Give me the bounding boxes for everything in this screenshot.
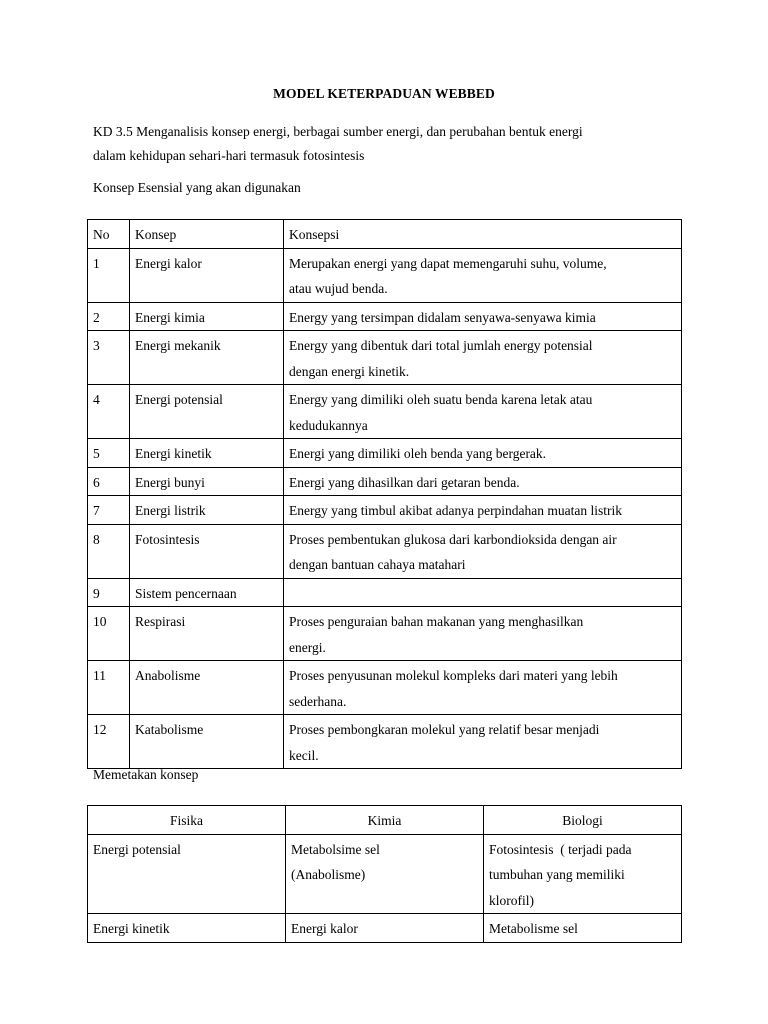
table-row — [88, 578, 682, 607]
konsepsi-line: Energi yang dimiliki oleh benda yang bergerak. — [289, 446, 547, 461]
table-row — [88, 439, 682, 468]
konsep-name-cell: Sistem pencernaan — [130, 578, 284, 607]
kimia-line: Metabolsime sel — [291, 841, 380, 857]
konsep-no-cell: 3 — [88, 331, 130, 385]
fisika-line: Energi potensial — [93, 841, 181, 857]
konsepsi-line: Proses penyusunan molekul kompleks dari materi yang lebih — [289, 668, 618, 683]
konsep-name-cell: Energi potensial — [130, 385, 284, 439]
konsep-name-cell: Energi kimia — [130, 302, 284, 331]
kd-statement — [93, 120, 693, 168]
konsepsi-line: Energy yang timbul akibat adanya perpindahan muatan listrik — [289, 503, 623, 518]
konsep-name-cell: Respirasi — [130, 607, 284, 661]
konsep-name-cell: Anabolisme — [130, 661, 284, 715]
konsep-name-cell: Energi bunyi — [130, 467, 284, 496]
column-header-fisika: Fisika — [88, 806, 286, 835]
map-heading: Memetakan konsep — [93, 767, 199, 782]
konsepsi-line: kecil. — [289, 747, 319, 763]
konsepsi-cell — [284, 248, 682, 302]
konsepsi-cell — [284, 385, 682, 439]
table-row — [88, 302, 682, 331]
konsepsi-cell — [284, 302, 682, 331]
table-row — [88, 914, 682, 943]
konsep-no-cell: 6 — [88, 467, 130, 496]
konsepsi-line: energi. — [289, 639, 326, 655]
konsep-name-cell: Katabolisme — [130, 715, 284, 769]
konsepsi-line: Energi yang dihasilkan dari getaran benda. — [289, 474, 520, 490]
table-row — [88, 385, 682, 439]
kimia-line: (Anabolisme) — [291, 867, 366, 882]
konsepsi-cell — [284, 715, 682, 769]
fisika-cell — [88, 914, 286, 943]
biologi-line: Fotosintesis ( terjadi pada — [489, 841, 632, 857]
page-title: MODEL KETERPADUAN WEBBED — [273, 86, 495, 101]
fisika-line: Energi kinetik — [93, 921, 170, 936]
konsepsi-line: dengan bantuan cahaya matahari — [289, 557, 466, 572]
konsep-table-body — [88, 248, 682, 769]
column-header-no: No — [88, 220, 130, 249]
konsep-no-cell: 8 — [88, 524, 130, 578]
table-header-row — [88, 806, 682, 835]
konsep-no-cell: 11 — [88, 661, 130, 715]
concept-map-table — [87, 805, 682, 943]
table-row — [88, 661, 682, 715]
column-header-konsep: Konsep — [130, 220, 284, 249]
table-row — [88, 331, 682, 385]
konsep-no-cell: 10 — [88, 607, 130, 661]
konsepsi-cell — [284, 661, 682, 715]
konsepsi-line: Proses pembentukan glukosa dari karbondioksida dengan air — [289, 531, 617, 547]
konsepsi-line: atau wujud benda. — [289, 281, 388, 296]
konsep-name-cell: Energi kinetik — [130, 439, 284, 468]
konsepsi-line: kedudukannya — [289, 417, 368, 433]
biologi-cell — [484, 834, 682, 914]
konsepsi-line: Proses pembongkaran molekul yang relatif besar menjadi — [289, 722, 600, 737]
column-header-biologi: Biologi — [484, 806, 682, 835]
konsep-table — [87, 219, 682, 769]
konsepsi-cell — [284, 496, 682, 525]
konsep-no-cell: 5 — [88, 439, 130, 468]
map-table-body — [88, 834, 682, 942]
biologi-cell — [484, 914, 682, 943]
kd-line: KD 3.5 Menganalisis konsep energi, berbagai sumber energi, dan perubahan bentuk energi — [93, 124, 583, 139]
konsepsi-cell — [284, 524, 682, 578]
konsepsi-cell — [284, 331, 682, 385]
konsep-name-cell: Energi listrik — [130, 496, 284, 525]
konsepsi-line: sederhana. — [289, 693, 347, 709]
konsep-no-cell: 2 — [88, 302, 130, 331]
konsep-no-cell: 1 — [88, 248, 130, 302]
kimia-cell — [286, 834, 484, 914]
kd-line: dalam kehidupan sehari-hari termasuk fotosintesis — [93, 148, 365, 163]
konsep-name-cell: Energi kalor — [130, 248, 284, 302]
table-header-row — [88, 220, 682, 249]
biologi-line: Metabolisme sel — [489, 921, 578, 936]
konsep-name-cell: Energi mekanik — [130, 331, 284, 385]
table-row — [88, 524, 682, 578]
column-header-kimia: Kimia — [286, 806, 484, 835]
konsepsi-cell — [284, 607, 682, 661]
konsepsi-line: Proses penguraian bahan makanan yang menghasilkan — [289, 614, 584, 629]
table-row — [88, 834, 682, 914]
biologi-line: klorofil) — [489, 892, 534, 908]
kimia-cell — [286, 914, 484, 943]
konsep-no-cell: 12 — [88, 715, 130, 769]
konsepsi-cell — [284, 439, 682, 468]
table-row — [88, 715, 682, 769]
column-header-konsepsi: Konsepsi — [284, 220, 682, 249]
biologi-line: tumbuhan yang memiliki — [489, 867, 625, 882]
table-row — [88, 467, 682, 496]
kimia-line: Energi kalor — [291, 921, 358, 936]
konsepsi-line: dengan energi kinetik. — [289, 363, 410, 379]
konsep-name-cell: Fotosintesis — [130, 524, 284, 578]
konsepsi-line: Energy yang tersimpan didalam senyawa-senyawa kimia — [289, 309, 596, 325]
table-row — [88, 248, 682, 302]
konsep-heading: Konsep Esensial yang akan digunakan — [93, 180, 301, 195]
konsep-no-cell: 7 — [88, 496, 130, 525]
table-row — [88, 496, 682, 525]
konsep-no-cell: 4 — [88, 385, 130, 439]
konsepsi-line: Merupakan energi yang dapat memengaruhi suhu, volume, — [289, 255, 607, 271]
konsepsi-line: Energy yang dimiliki oleh suatu benda karena letak atau — [289, 392, 593, 407]
konsepsi-cell — [284, 467, 682, 496]
konsep-no-cell: 9 — [88, 578, 130, 607]
konsepsi-cell — [284, 578, 682, 607]
konsepsi-line: Energy yang dibentuk dari total jumlah energy potensial — [289, 338, 593, 353]
table-row — [88, 607, 682, 661]
fisika-cell — [88, 834, 286, 914]
